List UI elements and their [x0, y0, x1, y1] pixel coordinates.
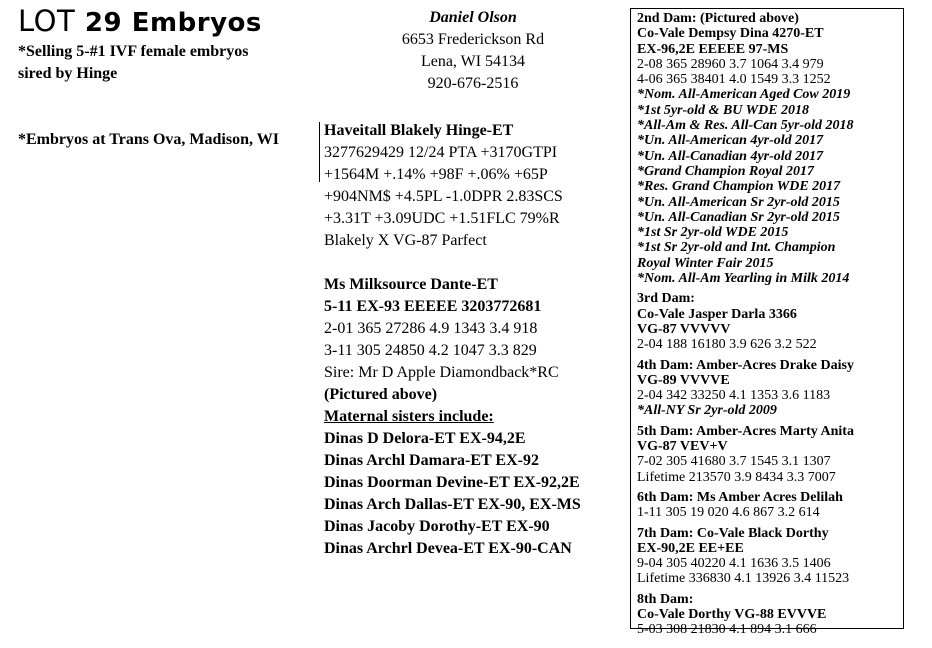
sire-dam-column [319, 120, 581, 560]
pedigree-line: 1-11 305 19 020 4.6 867 3.2 614 [637, 505, 820, 521]
pedigree-dam-group [637, 291, 903, 352]
dam-pictured-note: (Pictured above) [324, 386, 438, 403]
sire-line: +3.31T +3.09UDC +1.51FLC 79%R [324, 210, 560, 227]
pedigree-line: *Nom. All-Am Yearling in Milk 2014 [637, 271, 850, 287]
pedigree-line: *1st Sr 2yr-old and Int. Champion [637, 240, 836, 256]
pedigree-line: EX-96,2E EEEEE 97-MS [637, 41, 789, 57]
dam-sire-line: Sire: Mr D Apple Diamondback*RC [324, 364, 559, 381]
sire-divider [319, 122, 320, 182]
pedigree-dam-heading: 4th Dam: Amber-Acres Drake Daisy [637, 357, 854, 373]
pedigree-dam-heading: 6th Dam: Ms Amber Acres Delilah [637, 489, 843, 505]
pedigree-dam-heading: 2nd Dam: (Pictured above) [637, 11, 799, 26]
dam-record: 3-11 305 24850 4.2 1047 3.3 829 [324, 342, 537, 359]
pedigree-dam-group [637, 358, 903, 419]
pedigree-line: *All-Am & Res. All-Can 5yr-old 2018 [637, 118, 854, 134]
sisters-heading: Maternal sisters include: [324, 408, 494, 425]
pedigree-line: 7-02 305 41680 3.7 1545 3.1 1307 [637, 454, 831, 470]
pedigree-line: 5-03 308 21830 4.1 894 3.1 666 [637, 622, 817, 638]
pedigree-dam-group [637, 592, 903, 638]
pedigree-line: Lifetime 213570 3.9 8434 3.3 7007 [637, 469, 836, 485]
lot-title [18, 4, 262, 40]
pedigree-dam-group [637, 11, 903, 286]
seller-block [393, 7, 553, 95]
pedigree-line: VG-87 VEV+V [637, 439, 728, 455]
dam-class-line: 5-11 EX-93 EEEEE 3203772681 [324, 298, 542, 315]
pedigree-line: 2-04 342 33250 4.1 1353 3.6 1183 [637, 388, 831, 404]
pedigree-line: Co-Vale Dorthy VG-88 EVVVE [637, 606, 827, 622]
pedigree-line: *Nom. All-American Aged Cow 2019 [637, 87, 851, 103]
pedigree-dam-group [637, 490, 903, 521]
pedigree-line: *Un. All-Canadian 4yr-old 2017 [637, 148, 824, 164]
pedigree-dam-heading: 8th Dam: [637, 591, 694, 607]
pedigree-line: VG-89 VVVVE [637, 372, 730, 388]
pedigree-line: VG-87 VVVVV [637, 321, 731, 337]
pedigree-dam-heading: 5th Dam: Amber-Acres Marty Anita [637, 423, 854, 439]
seller-phone: 920-676-2516 [427, 75, 519, 92]
pedigree-line: *Grand Champion Royal 2017 [637, 163, 814, 179]
lot-prefix: LOT [18, 4, 76, 38]
seller-name: Daniel Olson [429, 9, 517, 26]
pedigree-line: Lifetime 336830 4.1 13926 3.4 11523 [637, 571, 850, 587]
pedigree-line: 2-08 365 28960 3.7 1064 3.4 979 [637, 56, 824, 72]
pedigree-line: Royal Winter Fair 2015 [637, 255, 774, 271]
pedigree-dam-group [637, 424, 903, 485]
sister-item: Dinas Doorman Devine-ET EX-92,2E [324, 474, 580, 491]
sister-item: Dinas Arch Dallas-ET EX-90, EX-MS [324, 496, 581, 513]
pedigree-line: Co-Vale Dempsy Dina 4270-ET [637, 26, 824, 42]
pedigree-line: *Un. All-Canadian Sr 2yr-old 2015 [637, 209, 840, 225]
location-note: *Embryos at Trans Ova, Madison, WI [18, 131, 279, 148]
selling-note-line-2: sired by Hinge [18, 65, 118, 82]
seller-address: 6653 Frederickson Rd [401, 31, 545, 48]
pedigree-dam-group [637, 526, 903, 587]
pedigree-line: *Un. All-American 4yr-old 2017 [637, 133, 824, 149]
dam-record: 2-01 365 27286 4.9 1343 3.4 918 [324, 320, 538, 337]
pedigree-line: 9-04 305 40220 4.1 1636 3.5 1406 [637, 556, 831, 572]
sire-line: +1564M +.14% +98F +.06% +65P [324, 166, 548, 183]
sister-item: Dinas D Delora-ET EX-94,2E [324, 430, 526, 447]
pedigree-line: *Un. All-American Sr 2yr-old 2015 [637, 194, 840, 210]
sire-name: Haveitall Blakely Hinge-ET [324, 122, 514, 139]
sister-item: Dinas Jacoby Dorothy-ET EX-90 [324, 518, 550, 535]
selling-note-line-1: *Selling 5-#1 IVF female embryos [18, 43, 249, 60]
dam-name: Ms Milksource Dante-ET [324, 276, 498, 293]
pedigree-line: 2-04 188 16180 3.9 626 3.2 522 [637, 337, 817, 353]
lot-number: 29 [84, 8, 123, 38]
sire-line: +904NM$ +4.5PL -1.0DPR 2.83SCS [324, 188, 563, 205]
pedigree-line: *Res. Grand Champion WDE 2017 [637, 179, 841, 195]
seller-city: Lena, WI 54134 [420, 53, 526, 70]
pedigree-line: Co-Vale Jasper Darla 3366 [637, 306, 797, 322]
pedigree-dam-heading: 3rd Dam: [637, 291, 695, 307]
sister-item: Dinas Archl Damara-ET EX-92 [324, 452, 539, 469]
pedigree-line: 4-06 365 38401 4.0 1549 3.3 1252 [637, 72, 831, 88]
pedigree-line: *All-NY Sr 2yr-old 2009 [637, 403, 777, 419]
sire-line: Blakely X VG-87 Parfect [324, 232, 487, 249]
pedigree-line: *1st Sr 2yr-old WDE 2015 [637, 225, 789, 241]
lot-word: Embryos [131, 8, 262, 38]
pedigree-dam-heading: 7th Dam: Co-Vale Black Dorthy [637, 525, 829, 541]
pedigree-box [630, 8, 904, 638]
sire-line: 3277629429 12/24 PTA +3170GTPI [324, 144, 558, 161]
sister-item: Dinas Archrl Devea-ET EX-90-CAN [324, 540, 572, 557]
pedigree-line: *1st 5yr-old & BU WDE 2018 [637, 102, 810, 118]
pedigree-line: EX-90,2E EE+EE [637, 540, 744, 556]
